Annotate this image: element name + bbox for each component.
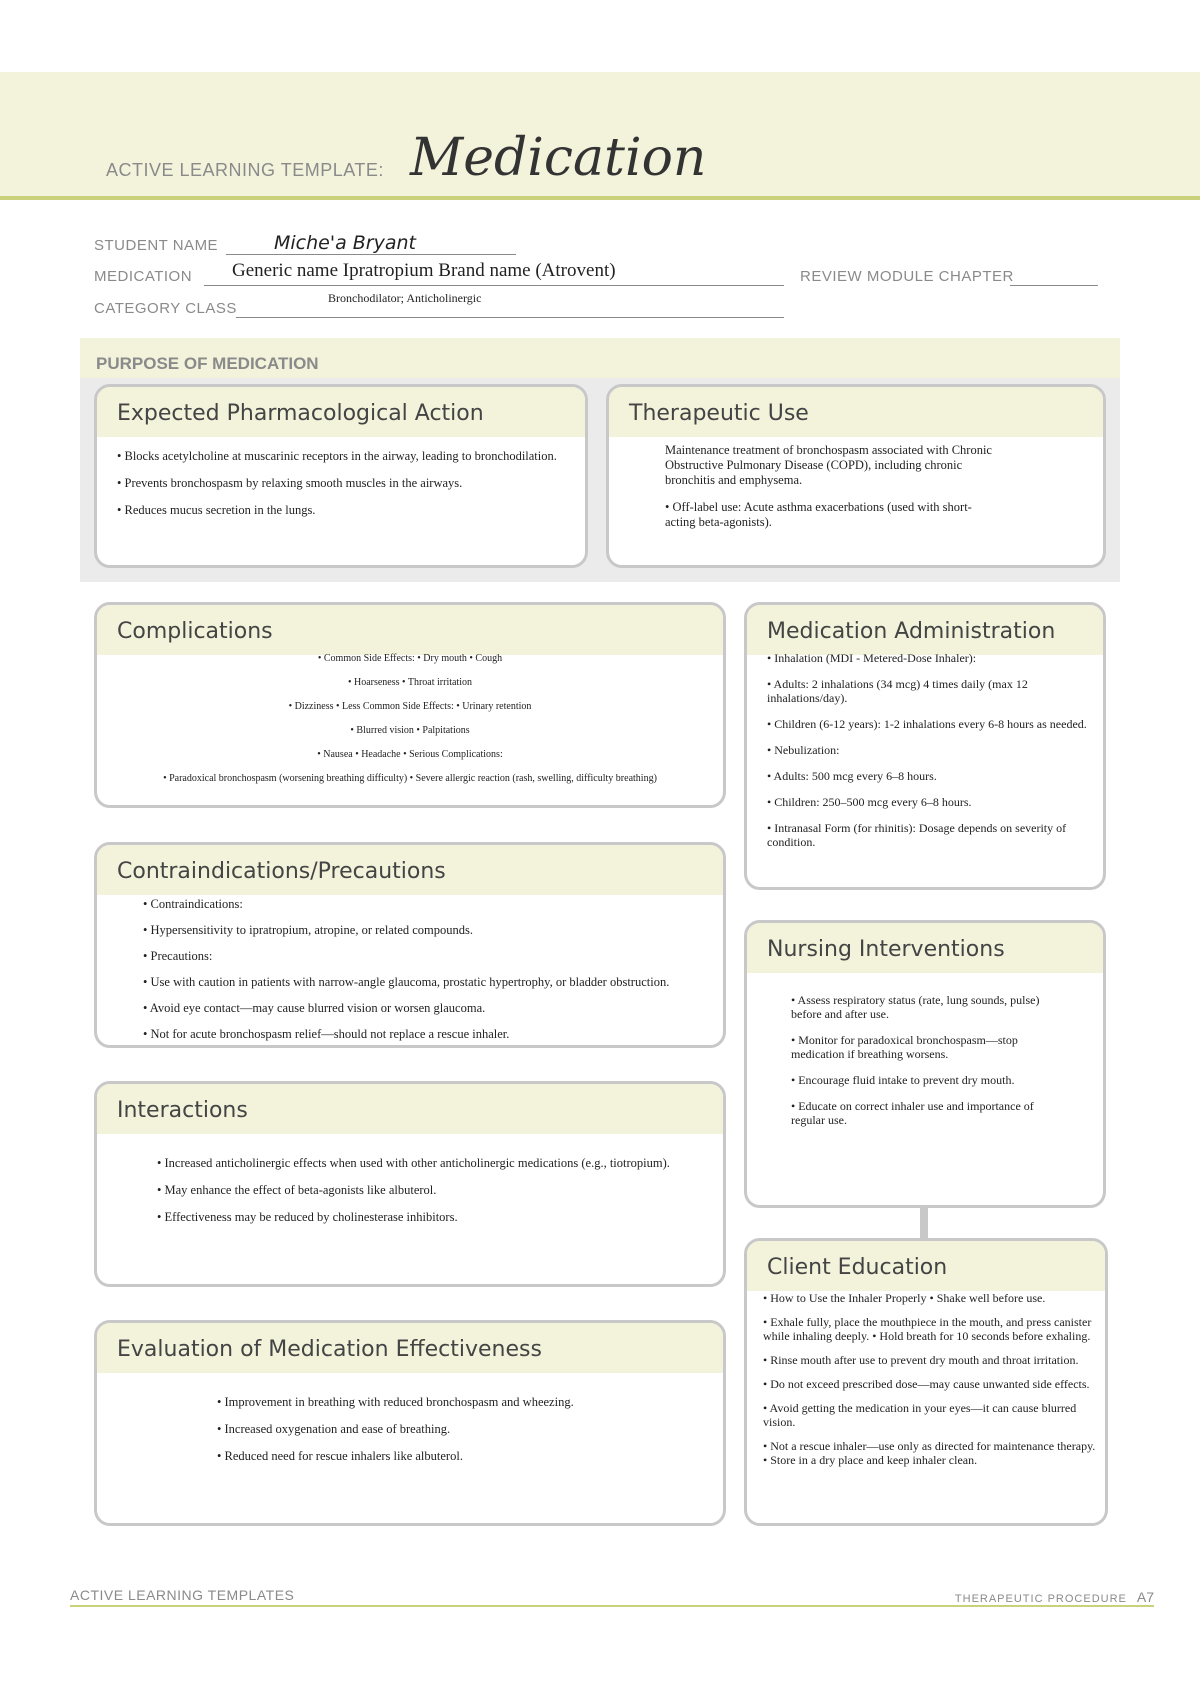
education-card xyxy=(744,1238,1108,1526)
list-item: • Children (6-12 years): 1-2 inhalations every 6-8 hours as needed. xyxy=(767,717,1087,731)
student-name-value[interactable]: Miche'a Bryant xyxy=(274,232,416,254)
complications-title: Complications xyxy=(117,619,273,644)
list-item: • Precautions: xyxy=(143,949,213,963)
list-item: • Effectiveness may be reduced by cholinesterase inhibitors. xyxy=(157,1210,458,1224)
list-item: • Paradoxical bronchospasm (worsening breathing difficulty) • Severe allergic reaction (rash, swelling, difficulty breathing) xyxy=(163,773,657,784)
education-body xyxy=(747,1291,1105,1477)
list-item: • Use with caution in patients with narrow-angle glaucoma, prostatic hypertrophy, or bladder obstruction. xyxy=(143,975,670,989)
therapeutic-use-card xyxy=(606,384,1106,568)
therapeutic-use-title: Therapeutic Use xyxy=(629,401,809,426)
list-item: • Assess respiratory status (rate, lung sounds, pulse) before and after use. xyxy=(791,993,1040,1021)
nursing-card xyxy=(744,920,1106,1208)
list-item: • Educate on correct inhaler use and importance of regular use. xyxy=(791,1099,1034,1127)
footer-page-number: A7 xyxy=(1136,1589,1154,1605)
footer-section: THERAPEUTIC PROCEDURE xyxy=(954,1593,1127,1605)
expected-action-body xyxy=(97,449,585,530)
category-class-line xyxy=(236,317,784,318)
list-item: • Hoarseness • Throat irritation xyxy=(347,677,472,688)
education-title: Client Education xyxy=(767,1255,948,1280)
contraindications-card xyxy=(94,842,726,1048)
administration-title: Medication Administration xyxy=(767,619,1056,644)
evaluation-body xyxy=(97,1395,723,1476)
list-item: • Contraindications: xyxy=(143,897,243,911)
list-item: • Prevents bronchospasm by relaxing smooth muscles in the airways. xyxy=(117,476,463,490)
list-item: • Adults: 2 inhalations (34 mcg) 4 times daily (max 12 inhalations/day). xyxy=(767,677,1028,705)
list-item: • Nausea • Headache • Serious Complications: xyxy=(317,749,503,760)
therapeutic-use-body xyxy=(609,443,1103,542)
list-item: • Encourage fluid intake to prevent dry mouth. xyxy=(791,1073,1015,1087)
footer-rule xyxy=(70,1605,1154,1607)
medication-label: MEDICATION xyxy=(94,268,193,285)
list-item: • Blocks acetylcholine at muscarinic receptors in the airway, leading to bronchodilation. xyxy=(117,449,557,463)
list-item: • Not a rescue inhaler—use only as directed for maintenance therapy. • Store in a dry place and keep inhaler clean. xyxy=(763,1439,1096,1467)
list-item: • Increased oxygenation and ease of breathing. xyxy=(217,1422,451,1436)
footer-right xyxy=(955,1589,1154,1605)
list-item: • Monitor for paradoxical bronchospasm—stop medication if breathing worsens. xyxy=(791,1033,1018,1061)
list-item: • How to Use the Inhaler Properly • Shake well before use. xyxy=(763,1291,1046,1305)
list-item: • Reduces mucus secretion in the lungs. xyxy=(117,503,316,517)
administration-card xyxy=(744,602,1106,890)
purpose-title: PURPOSE OF MEDICATION xyxy=(96,354,319,373)
list-item: • Off-label use: Acute asthma exacerbations (used with short-acting beta-agonists). xyxy=(665,500,972,529)
list-item: • Blurred vision • Palpitations xyxy=(350,725,470,736)
list-item: Maintenance treatment of bronchospasm associated with Chronic Obstructive Pulmonary Disease (COPD), including chronic bronchitis and emphysema. xyxy=(665,443,992,487)
nursing-title: Nursing Interventions xyxy=(767,937,1005,962)
student-name-line xyxy=(226,254,516,255)
list-item: • Avoid eye contact—may cause blurred vision or worsen glaucoma. xyxy=(143,1001,486,1015)
expected-action-card xyxy=(94,384,588,568)
category-class-value[interactable]: Bronchodilator; Anticholinergic xyxy=(328,291,482,305)
list-item: • Inhalation (MDI - Metered-Dose Inhaler): xyxy=(767,651,977,665)
list-item: • Exhale fully, place the mouthpiece in the mouth, and press canister while inhaling deeply. • Hold breath for 10 seconds before exhaling. xyxy=(763,1315,1092,1343)
list-item: • Dizziness • Less Common Side Effects: • Urinary retention xyxy=(288,701,532,712)
evaluation-card xyxy=(94,1320,726,1526)
footer-left: ACTIVE LEARNING TEMPLATES xyxy=(70,1587,295,1603)
template-title: Medication xyxy=(410,128,707,188)
complications-body xyxy=(97,653,723,797)
list-item: • Not for acute bronchospasm relief—should not replace a rescue inhaler. xyxy=(143,1027,510,1041)
list-item: • Common Side Effects: • Dry mouth • Cough xyxy=(317,653,503,664)
interactions-body xyxy=(97,1156,723,1237)
list-item: • Adults: 500 mcg every 6–8 hours. xyxy=(767,769,937,783)
evaluation-title: Evaluation of Medication Effectiveness xyxy=(117,1337,542,1362)
template-label: ACTIVE LEARNING TEMPLATE: xyxy=(106,160,384,180)
contraindications-title: Contraindications/Precautions xyxy=(117,859,446,884)
list-item: • Intranasal Form (for rhinitis): Dosage depends on severity of condition. xyxy=(767,821,1067,849)
list-item: • Rinse mouth after use to prevent dry mouth and throat irritation. xyxy=(763,1353,1079,1367)
student-name-label: STUDENT NAME xyxy=(94,237,219,254)
card-connector xyxy=(920,1205,928,1241)
list-item: • Do not exceed prescribed dose—may cause unwanted side effects. xyxy=(763,1377,1090,1391)
review-module-line[interactable] xyxy=(1010,285,1098,286)
list-item: • Children: 250–500 mcg every 6–8 hours. xyxy=(767,795,972,809)
administration-body xyxy=(747,651,1103,861)
list-item: • Reduced need for rescue inhalers like albuterol. xyxy=(217,1449,463,1463)
interactions-card xyxy=(94,1081,726,1287)
interactions-title: Interactions xyxy=(117,1098,248,1123)
contraindications-body xyxy=(97,897,723,1048)
list-item: • Hypersensitivity to ipratropium, atropine, or related compounds. xyxy=(143,923,473,937)
list-item: • Avoid getting the medication in your eyes—it can cause blurred vision. xyxy=(763,1401,1077,1429)
complications-card xyxy=(94,602,726,808)
list-item: • May enhance the effect of beta-agonists like albuterol. xyxy=(157,1183,437,1197)
medication-value[interactable]: Generic name Ipratropium Brand name (Atrovent) xyxy=(232,260,616,281)
expected-action-title: Expected Pharmacological Action xyxy=(117,401,484,426)
medication-line xyxy=(204,285,784,286)
list-item: • Increased anticholinergic effects when used with other anticholinergic medications (e.g., tiotropium). xyxy=(157,1156,670,1170)
category-class-label: CATEGORY CLASS xyxy=(94,300,237,317)
list-item: • Improvement in breathing with reduced bronchospasm and wheezing. xyxy=(217,1395,574,1409)
list-item: • Nebulization: xyxy=(767,743,840,757)
nursing-body xyxy=(747,993,1103,1139)
review-module-label: REVIEW MODULE CHAPTER xyxy=(800,268,1014,285)
